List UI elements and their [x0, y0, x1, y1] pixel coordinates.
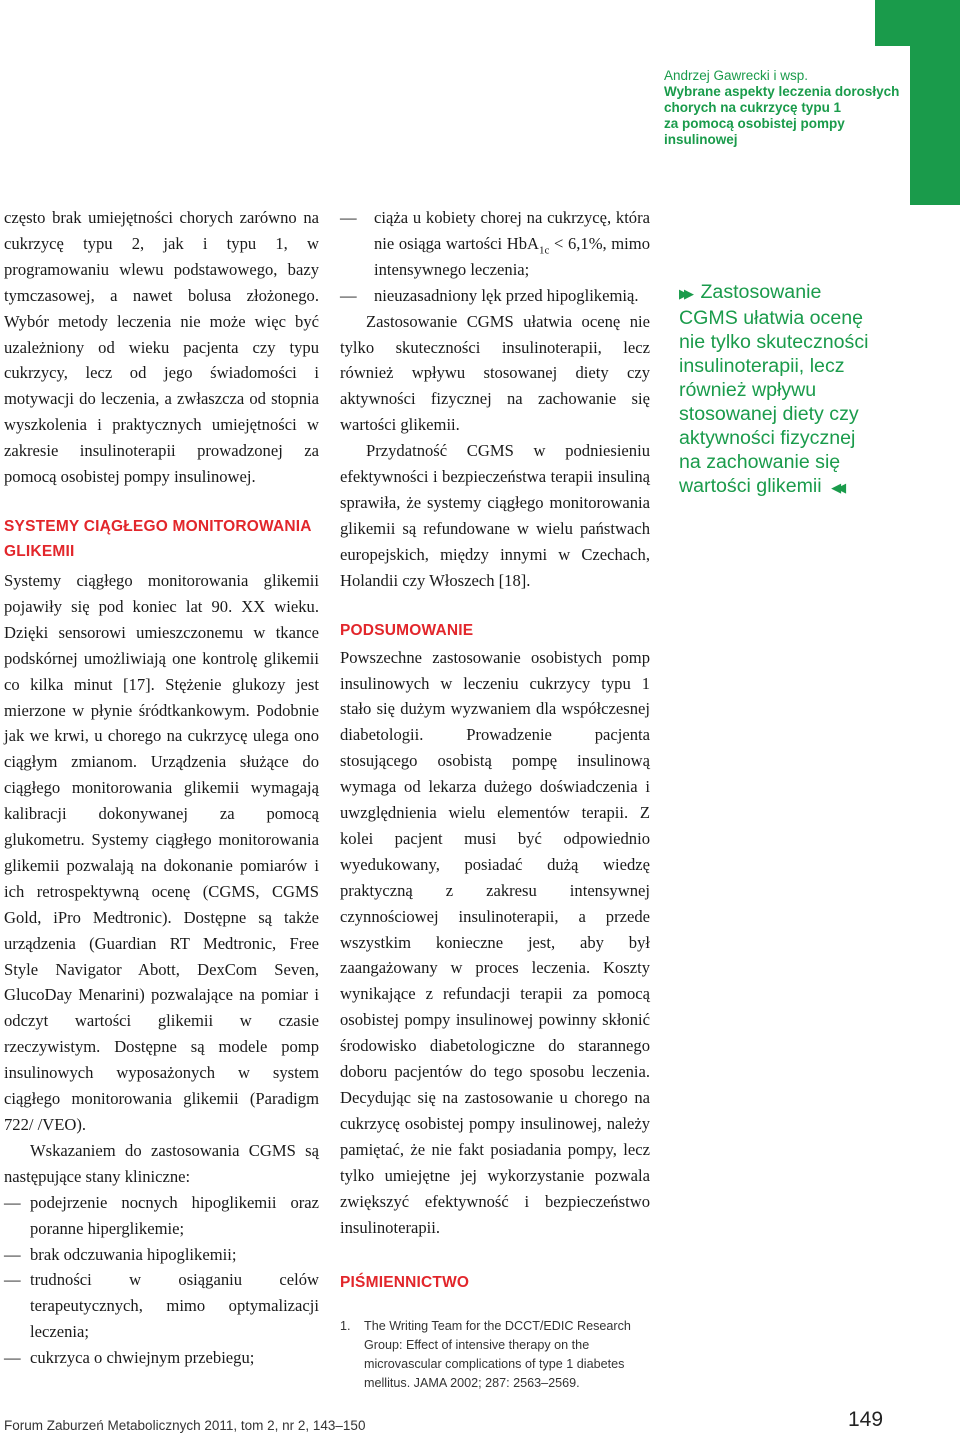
subscript: 1c: [538, 244, 550, 257]
double-arrow-left-icon: ◀◀: [831, 480, 842, 495]
page-number: 149: [848, 1408, 884, 1431]
list-item: — cukrzyca o chwiejnym przebiegu;: [4, 1345, 319, 1371]
reference-item: [340, 1317, 650, 1393]
double-arrow-right-icon: ▶▶: [679, 286, 689, 301]
list-item: — podejrzenie nocnych hipoglikemii oraz poranne hiperglikemie;: [4, 1190, 319, 1242]
heading-cgm: [4, 514, 319, 564]
paragraph-refund: Przydatność CGMS w podniesieniu efektywności i bezpieczeństwa terapii insuliną sprawiła, że systemy ciągłego monitorowania glikemii są refundowane w wielu państwach europejskich, między innymi w Czechach, Holandii czy Włoszech [18].: [340, 441, 650, 590]
list-item: — trudności w osiąganiu celów terapeutycznych, mimo optymalizacji leczenia;: [4, 1267, 319, 1345]
column-middle: [340, 205, 650, 1393]
running-header: [664, 68, 904, 148]
heading-summary: PODSUMOWANIE: [340, 621, 474, 639]
indications-list: [4, 1190, 319, 1371]
list-item: — brak odczuwania hipoglikemii;: [4, 1242, 319, 1268]
header-author: Andrzej Gawrecki i wsp.: [664, 68, 809, 83]
list-item-text: < 6,1%, mimo intensywnego leczenia;: [374, 233, 650, 279]
list-item: — nieuzasadniony lęk przed hipoglikemią.: [340, 283, 650, 309]
pull-quote-text: Zastosowanie CGMS ułatwia ocenę nie tylko skuteczności insulinoterapii, lecz również wpływu stosowanej diety czy aktywności fizycznej na zachowanie się wartości glikemii: [679, 281, 869, 497]
green-corner-tab: [875, 0, 910, 46]
heading-cgm-line2: GLIKEMII: [4, 542, 75, 560]
reference-number: 1.: [340, 1319, 351, 1334]
list-item-text: ciąża u kobiety chorej na cukrzycę, która nie osiąga wartości HbA: [374, 208, 650, 253]
green-side-bar: [910, 0, 960, 205]
references-list: [340, 1317, 650, 1393]
paragraph-summary: Powszechne zastosowanie osobistych pomp insulinowych w leczeniu cukrzycy typu 1 stało się dużym wyzwaniem dla współczesnej diabetologii. Prowadzenie pacjenta stosującego osobistą pompę insulinową wymaga od lekarza dużego doświadczenia i uwzględnienia wielu elementów terapii. Z kolei pacjent musi być odpowiednio wyedukowany, posiadać dużą wiedzę praktyczną z zakresu intensywnej czynnościowej insulinoterapii, a przede wszystkim konieczne jest, aby był zaangażowany w proces leczenia. Koszty wynikające z refundacji terapii za pomocą osobistej pompy insulinowej powinny skłonić środowisko diabetologiczne do starannego doboru pacjentów do tego sposobu leczenia. Decydując się na zastosowanie u chorego na cukrzycę osobistej pompy insulinowej, należy pamiętać, że nie fakt posiadania pompy, lecz tylko umiejętne jej wykorzystanie pozwala zwiększyć efektywność i bezpieczeństwo insulinoterapii.: [340, 647, 650, 1237]
paragraph-cgms-benefits: Zastosowanie CGMS ułatwia ocenę nie tylko skuteczności insulinoterapii, lecz również wpływu stosowanej diety czy aktywności fizycznej na zachowanie się wartości glikemii.: [340, 311, 650, 435]
column-left: [4, 205, 319, 1371]
heading-references: PIŚMIENNICTWO: [340, 1274, 470, 1292]
header-title-line2: chorych na cukrzycę typu 1: [664, 100, 842, 115]
indications-list-continued: [340, 205, 650, 309]
reference-text: The Writing Team for the DCCT/EDIC Research Group: Effect of intensive therapy on the microvascular complications of type 1 diabetes mellitus. JAMA 2002; 287: 2563–2569.: [364, 1319, 631, 1391]
paragraph-indications: Wskazaniem do zastosowania CGMS są następujące stany kliniczne:: [4, 1140, 319, 1186]
paragraph-intro: często brak umiejętności chorych zarówno na cukrzycę typu 2, jak i typu 1, w programowaniu wlewu podstawowego, bazy tymczasowej, a nawet bolusa złożonego. Wybór metody leczenia nie może więc być uzależniony od wieku pacjenta czy typu cukrzycy, lecz od jego świadomości i motywacji do leczenia, a zwłaszcza od stopnia wyszkolenia i praktycznych umiejętności w zakresie insulinoterapii prowadzonej za pomocą osobistej pompy insulinowej.: [4, 208, 319, 487]
header-title-line1: Wybrane aspekty leczenia dorosłych: [664, 84, 900, 99]
heading-cgm-line1: SYSTEMY CIĄGŁEGO MONITOROWANIA: [4, 517, 312, 535]
header-title-line3: za pomocą osobistej pompy insulinowej: [664, 116, 845, 147]
paragraph-cgm: Systemy ciągłego monitorowania glikemii pojawiły się pod koniec lat 90. XX wieku. Dzięki sensorowi umieszczonemu w tkance podskórnej umożliwiają one kontrolę glikemii co kilka minut [17]. Stężenie glukozy jest mierzone w płynie śródtkankowym. Podobnie jak we krwi, u chorego na cukrzycę ulega ono ciągłym zmianom. Urządzenia służące do ciągłego monitorowania glikemii wymagają kalibracji dokonywanej za pomocą glukometru. Systemy ciągłego monitorowania glikemii pozwalają na dokonanie pomiarów i ich retrospektywną ocenę (CGMS, CGMS Gold, iPro Medtronic). Dostępne są także urządzenia (Guardian RT Medtronic, Free Style Navigator Abott, DexCom Seven, GlucoDay Menarini) pozwalające na pomiar i odczyt wartości glikemii w czasie rzeczywistym. Dostępne są modele pomp insulinowych wyposażonych w system ciągłego monitorowania glikemii (Paradigm 722/ /VEO).: [4, 570, 319, 1134]
list-item: [340, 205, 650, 283]
pull-quote: [679, 280, 879, 500]
footer-journal-citation: Forum Zaburzeń Metabolicznych 2011, tom 2, nr 2, 143–150: [4, 1418, 366, 1433]
